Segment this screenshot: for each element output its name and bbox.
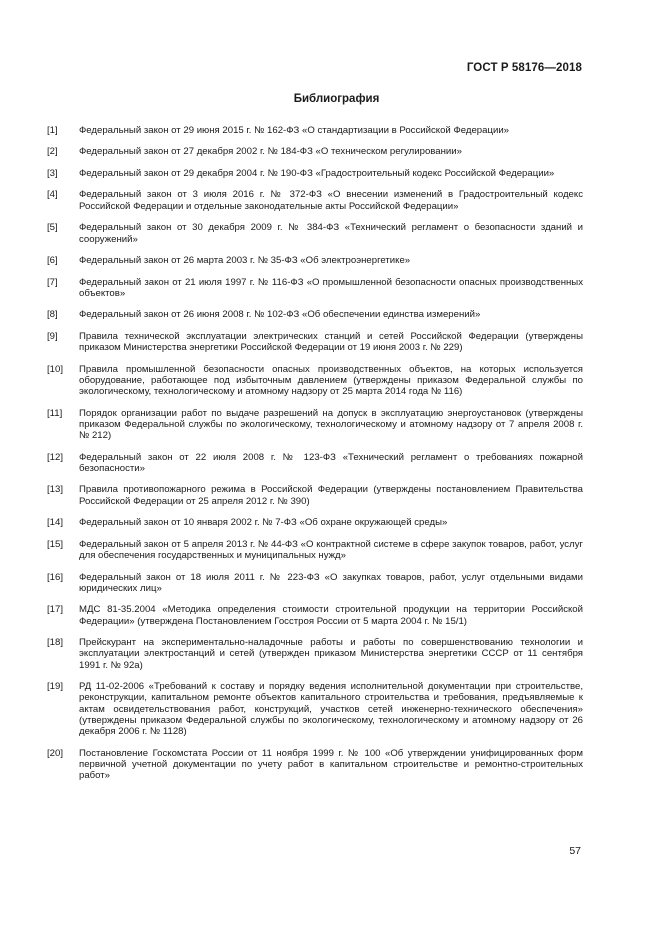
entry-text: Федеральный закон от 29 июня 2015 г. № 162-ФЗ «О стандартизации в Российской Федерации»	[79, 125, 510, 136]
bibliography-entry	[47, 146, 583, 157]
entry-text: Федеральный закон от 3 июля 2016 г. № 372-ФЗ «О внесении изменений в Градостроительный кодекс Российской Федерации и отдельные законодательные акты Российской Федерации»	[79, 189, 583, 212]
entry-text: Федеральный закон от 26 марта 2003 г. № 35-ФЗ «Об электроэнергетике»	[79, 255, 411, 267]
entry-text: Федеральный закон от 29 декабря 2004 г. № 190-ФЗ «Градостроительный кодекс Российской Федерации»	[79, 167, 555, 179]
bibliography-list	[47, 125, 583, 792]
bibliography-entry	[47, 637, 583, 671]
bibliography-entry	[47, 484, 583, 507]
entry-text: Федеральный закон от 5 апреля 2013 г. № 44-ФЗ «О контрактной системе в сфере закупок товаров, работ, услуг для обеспечения государственных и муниципальных нужд»	[79, 538, 583, 562]
bibliography-entry	[47, 748, 583, 782]
entry-text: Постановление Госкомстата России от 11 ноября 1999 г. № 100 «Об утверждении унифицированных форм первичной учетной документации по учету работ в капитальном строительстве и ремонтно-строительных работ»	[79, 747, 583, 782]
entry-number: [17]	[47, 604, 64, 616]
bibliography-entry	[47, 255, 583, 266]
entry-number: [18]	[47, 637, 64, 649]
document-code: ГОСТ Р 58176—2018	[466, 62, 582, 74]
entry-number: [14]	[47, 517, 64, 529]
entry-number: [16]	[47, 571, 64, 583]
bibliography-entry	[47, 452, 583, 475]
bibliography-entry	[47, 408, 583, 442]
entry-text: РД 11-02-2006 «Требований к составу и порядку ведения исполнительной документации при строительстве, реконструкции, капитальном ремонте объектов капитального строительства и требования, предъявляемые к актам освидетельствования работ, конструкций, участков сетей инженерно-технического обеспечения» (утверждены приказом Федеральной службы по экологическому, технологическому и атомному надзору от 26 декабря 2006 г. № 1128)	[79, 681, 583, 738]
entry-text: Федеральный закон от 18 июля 2011 г. № 223-ФЗ «О закупках товаров, работ, услуг отдельными видами юридических лиц»	[79, 571, 583, 594]
entry-number: [4]	[47, 189, 58, 201]
entry-text: Федеральный закон от 10 января 2002 г. № 7-ФЗ «Об охране окружающей среды»	[79, 517, 448, 529]
entry-number: [8]	[47, 309, 58, 321]
bibliography-entry	[47, 604, 583, 627]
entry-text: Федеральный закон от 22 июля 2008 г. № 123-ФЗ «Технический регламент о требованиях пожарной безопасности»	[79, 451, 583, 474]
entry-text: Порядок организации работ по выдаче разрешений на допуск в эксплуатацию энергоустановок (утверждены приказом Федеральной службы по экологическому, технологическому и атомному надзору от 7 апреля 2008 г. № 212)	[79, 407, 583, 442]
section-title: Библиография	[293, 93, 380, 105]
entry-text: Федеральный закон от 21 июля 1997 г. № 116-ФЗ «О промышленной безопасности опасных производственных объектов»	[79, 276, 583, 299]
entry-number: [1]	[47, 125, 58, 136]
entry-number: [5]	[47, 222, 58, 234]
bibliography-entry	[47, 309, 583, 320]
bibliography-entry	[47, 331, 583, 354]
entry-number: [12]	[47, 451, 64, 463]
bibliography-entry	[47, 517, 583, 528]
bibliography-entry	[47, 125, 583, 136]
bibliography-entry	[47, 681, 583, 737]
entry-number: [11]	[47, 407, 63, 419]
bibliography-entry	[47, 222, 583, 245]
bibliography-entry	[47, 572, 583, 595]
entry-number: [13]	[47, 484, 64, 496]
entry-number: [19]	[47, 681, 64, 693]
entry-number: [3]	[47, 167, 58, 179]
entry-text: Федеральный закон от 30 декабря 2009 г. № 384-ФЗ «Технический регламент о безопасности зданий и сооружений»	[79, 222, 583, 245]
entry-text: Правила промышленной безопасности опасных производственных объектов, на которых используется оборудование, работающее под избыточным давлением (утверждены приказом Федеральной службы по экологическому, технологическому и атомному надзору от 25 марта 2014 года № 116)	[79, 363, 583, 398]
page-number: 57	[569, 845, 581, 857]
bibliography-entry	[47, 364, 583, 398]
entry-text: Правила противопожарного режима в Российской Федерации (утверждены постановлением Правительства Российской Федерации от 25 апреля 2012 г. № 390)	[79, 484, 583, 507]
entry-text: Прейскурант на экспериментально-наладочные работы и работы по совершенствованию технологии и эксплуатации электростанций и сетей (утвержден приказом Министерства энергетики СССР от 11 сентября 1991 г. № 92а)	[79, 637, 583, 671]
entry-number: [10]	[47, 363, 64, 375]
entry-number: [7]	[47, 276, 58, 288]
bibliography-entry	[47, 168, 583, 179]
entry-number: [9]	[47, 330, 58, 342]
entry-text: Правила технической эксплуатации электрических станций и сетей Российской Федерации (утверждены приказом Министерства энергетики Российской Федерации от 19 июня 2003 г. № 229)	[79, 330, 583, 354]
entry-text: Федеральный закон от 27 декабря 2002 г. № 184-ФЗ «О техническом регулировании»	[79, 146, 462, 158]
bibliography-entry	[47, 539, 583, 562]
entry-number: [2]	[47, 146, 58, 158]
entry-text: Федеральный закон от 26 июня 2008 г. № 102-ФЗ «Об обеспечении единства измерений»	[79, 309, 481, 321]
entry-number: [6]	[47, 255, 58, 267]
bibliography-entry	[47, 277, 583, 300]
entry-number: [15]	[47, 538, 64, 550]
entry-text: МДС 81-35.2004 «Методика определения стоимости строительной продукции на территории Российской Федерации» (утверждена Постановлением Госстроя России от 5 марта 2004 г. № 15/1)	[79, 604, 583, 627]
entry-number: [20]	[47, 747, 64, 759]
bibliography-entry	[47, 189, 583, 212]
